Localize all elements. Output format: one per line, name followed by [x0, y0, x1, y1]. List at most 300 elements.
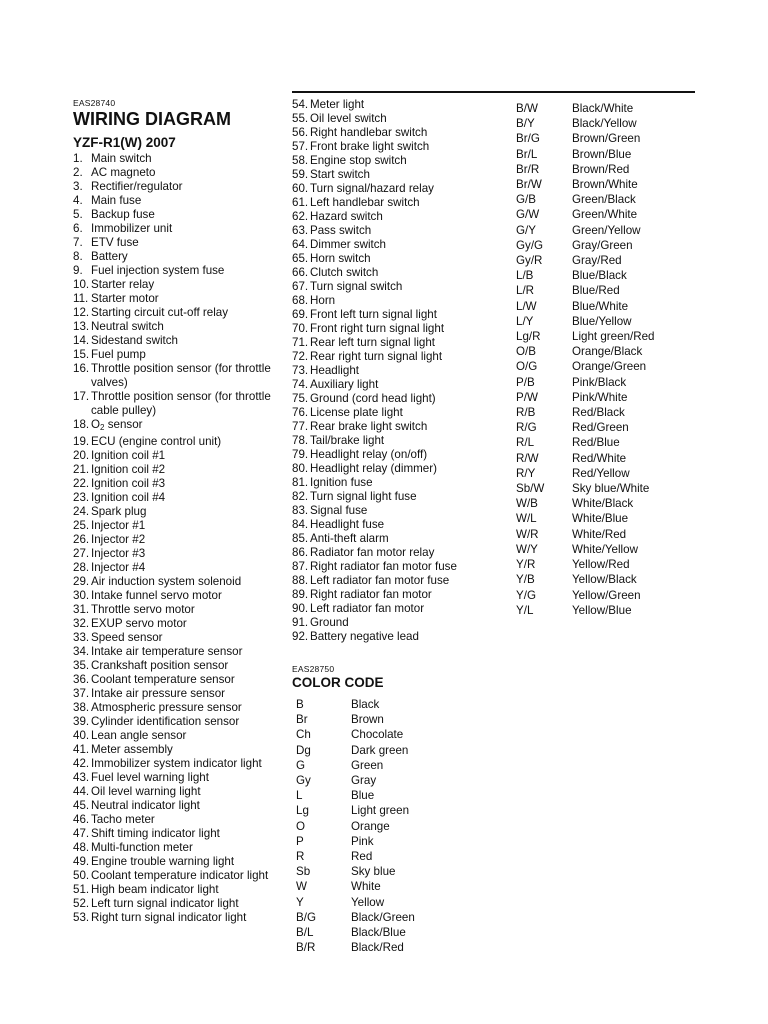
color-code-row — [516, 481, 696, 496]
color-name: Brown/Green — [572, 132, 641, 146]
list-item — [292, 126, 502, 140]
color-abbreviation: B/G — [296, 910, 316, 924]
color-code-row — [292, 910, 502, 925]
item-number: 16. — [73, 362, 90, 375]
list-item — [73, 589, 273, 603]
item-number: 9. — [73, 264, 83, 277]
item-number: 85. — [292, 532, 309, 545]
color-name: Sky blue — [351, 865, 396, 879]
color-abbreviation: R/B — [516, 406, 536, 420]
item-number: 43. — [73, 771, 90, 784]
color-name: Black/Red — [351, 941, 404, 955]
item-label: Multi-function meter — [91, 841, 193, 854]
color-abbreviation: B/R — [296, 941, 316, 955]
item-label: Radiator fan motor relay — [310, 546, 435, 559]
list-item — [73, 827, 273, 841]
color-code-row — [292, 727, 502, 742]
item-number: 70. — [292, 322, 309, 335]
item-number: 45. — [73, 799, 90, 812]
list-item — [292, 504, 502, 518]
list-item — [73, 729, 273, 743]
item-label: Throttle servo motor — [91, 603, 195, 616]
item-number: 7. — [73, 236, 83, 249]
color-code-row — [292, 803, 502, 818]
item-number: 48. — [73, 841, 90, 854]
item-number: 67. — [292, 280, 309, 293]
item-label: Neutral indicator light — [91, 799, 200, 812]
item-number: 63. — [292, 224, 309, 237]
item-label: Anti-theft alarm — [310, 532, 389, 545]
list-item — [73, 320, 273, 334]
item-number: 37. — [73, 687, 90, 700]
item-number: 30. — [73, 589, 90, 602]
color-abbreviation: Dg — [296, 743, 311, 757]
color-abbreviation: R — [296, 850, 305, 864]
color-name: Green — [351, 758, 384, 772]
item-label: Clutch switch — [310, 266, 379, 279]
item-label: Headlight fuse — [310, 518, 385, 531]
list-item — [292, 350, 502, 364]
item-label: Turn signal light fuse — [310, 490, 417, 503]
item-number: 66. — [292, 266, 309, 279]
color-code-row — [516, 223, 696, 238]
item-number: 6. — [73, 222, 83, 235]
list-item — [292, 336, 502, 350]
column-right — [516, 101, 696, 618]
color-code-row — [516, 420, 696, 435]
list-item — [292, 364, 502, 378]
color-abbreviation: G — [296, 758, 306, 772]
item-number: 62. — [292, 210, 309, 223]
item-number: 10. — [73, 278, 90, 291]
color-name: White — [351, 880, 381, 894]
color-code-row — [516, 375, 696, 390]
color-name: Brown/Blue — [572, 147, 632, 161]
color-name: Gray/Green — [572, 238, 633, 252]
color-code-section-code: EAS28750 — [292, 664, 335, 674]
item-label: Sidestand switch — [91, 334, 178, 347]
color-code-row — [516, 147, 696, 162]
item-label: Injector #3 — [91, 547, 146, 560]
item-label: Front right turn signal light — [310, 322, 445, 335]
item-label: Fuel level warning light — [91, 771, 209, 784]
list-item — [292, 406, 502, 420]
color-code-row — [516, 329, 696, 344]
item-label: Meter assembly — [91, 743, 173, 756]
color-name: Pink/White — [572, 390, 628, 404]
color-abbreviation: O/G — [516, 360, 538, 374]
item-number: 89. — [292, 588, 309, 601]
item-label: Right radiator fan motor — [310, 588, 432, 601]
color-name: Pink — [351, 834, 374, 848]
list-item — [292, 322, 502, 336]
item-number: 51. — [73, 883, 90, 896]
list-item — [73, 617, 273, 631]
item-number: 81. — [292, 476, 309, 489]
item-label: Dimmer switch — [310, 238, 387, 251]
color-name: Blue/White — [572, 299, 629, 313]
item-number: 83. — [292, 504, 309, 517]
item-number: 50. — [73, 869, 90, 882]
item-label: Turn signal switch — [310, 280, 403, 293]
item-label: Injector #4 — [91, 561, 146, 574]
color-abbreviation: Br/L — [516, 147, 538, 161]
list-item — [73, 813, 273, 827]
item-number: 47. — [73, 827, 90, 840]
item-label: Horn — [310, 294, 336, 307]
item-number: 87. — [292, 560, 309, 573]
color-abbreviation: Br — [296, 713, 308, 727]
item-label: Oil level warning light — [91, 785, 201, 798]
item-number: 72. — [292, 350, 309, 363]
item-label: Throttle position sensor (for throttle valves) — [91, 362, 271, 389]
color-name: White/Yellow — [572, 542, 638, 556]
column-middle — [292, 98, 502, 955]
item-label: Hazard switch — [310, 210, 383, 223]
item-label: Intake funnel servo motor — [91, 589, 222, 602]
list-item — [73, 547, 273, 561]
item-label: Ignition coil #3 — [91, 477, 166, 490]
item-number: 17. — [73, 390, 90, 403]
list-item — [292, 168, 502, 182]
list-item — [292, 308, 502, 322]
item-number: 49. — [73, 855, 90, 868]
list-item — [73, 463, 273, 477]
color-code-row — [292, 849, 502, 864]
color-name: Black — [351, 698, 380, 711]
list-item — [292, 560, 502, 574]
item-number: 11. — [73, 292, 89, 305]
item-label: Rear brake light switch — [310, 420, 428, 433]
item-label: Ground (cord head light) — [310, 392, 436, 405]
list-item — [292, 378, 502, 392]
list-item — [292, 574, 502, 588]
list-item — [73, 561, 273, 575]
color-code-row — [516, 359, 696, 374]
list-item — [292, 238, 502, 252]
item-label: Start switch — [310, 168, 370, 181]
color-name: Sky blue/White — [572, 482, 650, 496]
item-number: 74. — [292, 378, 309, 391]
color-name: Green/Black — [572, 193, 636, 207]
header-rule — [292, 91, 695, 93]
list-item — [73, 166, 273, 180]
color-code-table-part-2 — [516, 101, 696, 618]
item-label: Turn signal/hazard relay — [310, 182, 434, 195]
color-code-row — [516, 192, 696, 207]
color-name: Yellow/Blue — [572, 603, 632, 617]
item-label: Ignition fuse — [310, 476, 373, 489]
list-item — [292, 112, 502, 126]
color-code-row — [516, 344, 696, 359]
item-label: Meter light — [310, 98, 365, 111]
color-code-row — [292, 758, 502, 773]
color-code-row — [516, 557, 696, 572]
item-label: Throttle position sensor (for throttle cable pulley) — [91, 390, 271, 417]
color-name: Black/Blue — [351, 926, 406, 940]
color-code-row — [292, 773, 502, 788]
list-item — [292, 546, 502, 560]
color-name: Gray — [351, 774, 377, 788]
item-label: Backup fuse — [91, 208, 155, 221]
color-code-row — [292, 895, 502, 910]
color-abbreviation: P/B — [516, 375, 535, 389]
color-abbreviation: Gy/G — [516, 238, 544, 252]
item-label: Starter motor — [91, 292, 159, 305]
item-label: Right turn signal indicator light — [91, 911, 247, 924]
component-list-part-2 — [292, 98, 502, 644]
color-code-row — [516, 390, 696, 405]
list-item — [292, 294, 502, 308]
color-name: Orange — [351, 819, 390, 833]
item-number: 71. — [292, 336, 309, 349]
color-abbreviation: Gy/R — [516, 254, 543, 268]
color-abbreviation: Gy — [296, 774, 311, 788]
item-number: 56. — [292, 126, 309, 139]
list-item — [292, 98, 502, 112]
list-item — [73, 418, 273, 435]
color-name: Orange/Black — [572, 345, 643, 359]
item-label: Starter relay — [91, 278, 155, 291]
item-number: 90. — [292, 602, 309, 615]
color-abbreviation: R/L — [516, 436, 535, 450]
item-label: Coolant temperature indicator light — [91, 869, 269, 882]
item-number: 13. — [73, 320, 90, 333]
list-item — [292, 630, 502, 644]
list-item — [73, 505, 273, 519]
item-number: 61. — [292, 196, 309, 209]
list-item — [73, 659, 273, 673]
color-abbreviation: R/G — [516, 421, 537, 435]
color-code-table-part-1 — [292, 697, 502, 955]
list-item — [73, 897, 273, 911]
list-item — [73, 715, 273, 729]
item-label: Headlight relay (on/off) — [310, 448, 428, 461]
color-code-row — [516, 101, 696, 116]
list-item — [73, 631, 273, 645]
column-left — [73, 98, 273, 925]
item-label: Right handlebar switch — [310, 126, 428, 139]
list-item — [73, 194, 273, 208]
item-label: Ground — [310, 616, 349, 629]
item-label: Rear right turn signal light — [310, 350, 443, 363]
list-item — [73, 519, 273, 533]
item-label: Headlight relay (dimmer) — [310, 462, 437, 475]
item-label: Intake air temperature sensor — [91, 645, 243, 658]
color-name: Yellow/Black — [572, 573, 637, 587]
item-label: Fuel pump — [91, 348, 146, 361]
color-name: White/Blue — [572, 512, 629, 526]
item-number: 39. — [73, 715, 90, 728]
list-item — [73, 278, 273, 292]
list-item — [292, 476, 502, 490]
color-name: Red/White — [572, 451, 627, 465]
item-number: 69. — [292, 308, 309, 321]
list-item — [73, 757, 273, 771]
color-code-row — [292, 864, 502, 879]
list-item — [73, 208, 273, 222]
color-abbreviation: L/Y — [516, 314, 534, 328]
color-name: Light green/Red — [572, 330, 655, 344]
color-abbreviation: Ch — [296, 728, 311, 742]
color-abbreviation: B/Y — [516, 117, 535, 131]
item-label: Tacho meter — [91, 813, 155, 826]
item-number: 88. — [292, 574, 309, 587]
list-item — [292, 602, 502, 616]
color-name: Black/Yellow — [572, 117, 637, 131]
section-code: EAS28740 — [73, 98, 116, 108]
item-label: Crankshaft position sensor — [91, 659, 229, 672]
list-item — [73, 701, 273, 715]
item-label: Main switch — [91, 152, 152, 165]
item-number: 76. — [292, 406, 309, 419]
list-item — [73, 673, 273, 687]
color-abbreviation: L/W — [516, 299, 537, 313]
item-number: 75. — [292, 392, 309, 405]
list-item — [73, 306, 273, 320]
list-item — [73, 250, 273, 264]
color-name: Green/Yellow — [572, 223, 641, 237]
item-number: 59. — [292, 168, 309, 181]
list-item — [292, 462, 502, 476]
item-label: Immobilizer unit — [91, 222, 173, 235]
color-name: Red/Yellow — [572, 466, 630, 480]
list-item — [73, 575, 273, 589]
item-number: 4. — [73, 194, 83, 207]
item-number: 5. — [73, 208, 83, 221]
item-number: 33. — [73, 631, 90, 644]
item-label: Front left turn signal light — [310, 308, 437, 321]
item-number: 36. — [73, 673, 90, 686]
color-code-row — [292, 743, 502, 758]
color-code-row — [292, 834, 502, 849]
color-name: Light green — [351, 804, 410, 818]
color-name: Brown/Red — [572, 162, 630, 176]
color-code-row — [516, 314, 696, 329]
item-number: 65. — [292, 252, 309, 265]
item-label: Injector #1 — [91, 519, 146, 532]
list-item — [73, 911, 273, 925]
list-item — [73, 362, 273, 390]
list-item — [292, 392, 502, 406]
item-label: Cylinder identification sensor — [91, 715, 240, 728]
color-abbreviation: B/W — [516, 102, 538, 115]
item-number: 34. — [73, 645, 90, 658]
item-label: Oil level switch — [310, 112, 387, 125]
item-label: AC magneto — [91, 166, 156, 179]
list-item — [73, 477, 273, 491]
item-label: Injector #2 — [91, 533, 146, 546]
item-number: 57. — [292, 140, 309, 153]
list-item — [73, 603, 273, 617]
color-abbreviation: O/B — [516, 345, 536, 359]
list-item — [292, 532, 502, 546]
color-name: Brown — [351, 713, 384, 727]
item-number: 3. — [73, 180, 83, 193]
item-number: 40. — [73, 729, 90, 742]
list-item — [73, 785, 273, 799]
list-item — [73, 799, 273, 813]
color-abbreviation: P/W — [516, 390, 538, 404]
item-label: Engine stop switch — [310, 154, 407, 167]
list-item — [73, 449, 273, 463]
item-label: Coolant temperature sensor — [91, 673, 235, 686]
component-list-part-1 — [73, 152, 273, 925]
color-code-row — [516, 238, 696, 253]
color-name: Red — [351, 850, 373, 864]
item-label: Left radiator fan motor — [310, 602, 425, 615]
color-name: Yellow/Green — [572, 588, 641, 602]
subscript: 2 — [100, 423, 105, 432]
item-label: ECU (engine control unit) — [91, 435, 222, 448]
color-name: White/Red — [572, 527, 627, 541]
item-number: 52. — [73, 897, 90, 910]
list-item — [292, 154, 502, 168]
item-number: 19. — [73, 435, 90, 448]
list-item — [73, 222, 273, 236]
color-code-row — [516, 207, 696, 222]
color-abbreviation: W/B — [516, 497, 538, 511]
color-code-row — [292, 712, 502, 727]
color-name: Black/White — [572, 102, 634, 115]
color-abbreviation: W/L — [516, 512, 537, 526]
item-number: 92. — [292, 630, 309, 643]
item-label: Neutral switch — [91, 320, 164, 333]
color-name: Blue/Red — [572, 284, 620, 298]
item-number: 15. — [73, 348, 90, 361]
color-abbreviation: G/B — [516, 193, 536, 207]
item-number: 82. — [292, 490, 309, 503]
color-abbreviation: W/R — [516, 527, 539, 541]
color-name: Yellow/Red — [572, 558, 630, 572]
color-abbreviation: L/R — [516, 284, 535, 298]
list-item — [73, 334, 273, 348]
color-code-row — [516, 435, 696, 450]
list-item — [73, 743, 273, 757]
color-abbreviation: Lg/R — [516, 330, 541, 344]
item-label: Ignition coil #1 — [91, 449, 166, 462]
item-number: 80. — [292, 462, 309, 475]
color-abbreviation: G/Y — [516, 223, 536, 237]
item-label: Starting circuit cut-off relay — [91, 306, 229, 319]
item-number: 18. — [73, 418, 90, 431]
item-label: Ignition coil #2 — [91, 463, 166, 476]
color-name: Orange/Green — [572, 360, 647, 374]
list-item — [292, 252, 502, 266]
item-label: Left turn signal indicator light — [91, 897, 239, 910]
item-label: $O_2$ sensor — [91, 418, 143, 432]
color-name: Red/Black — [572, 406, 625, 420]
item-label: ETV fuse — [91, 236, 139, 249]
list-item — [73, 491, 273, 505]
item-number: 25. — [73, 519, 90, 532]
item-label: Intake air pressure sensor — [91, 687, 226, 700]
item-number: 38. — [73, 701, 90, 714]
color-abbreviation: Br/G — [516, 132, 540, 146]
list-item — [292, 588, 502, 602]
list-item — [292, 224, 502, 238]
list-item — [73, 687, 273, 701]
item-label: Pass switch — [310, 224, 372, 237]
color-abbreviation: Y — [296, 895, 304, 909]
list-item — [73, 883, 273, 897]
item-number: 22. — [73, 477, 90, 490]
item-number: 91. — [292, 616, 309, 629]
item-label: Battery negative lead — [310, 630, 419, 643]
item-label: Immobilizer system indicator light — [91, 757, 262, 770]
color-abbreviation: Br/R — [516, 162, 540, 176]
color-abbreviation: W/Y — [516, 542, 538, 556]
